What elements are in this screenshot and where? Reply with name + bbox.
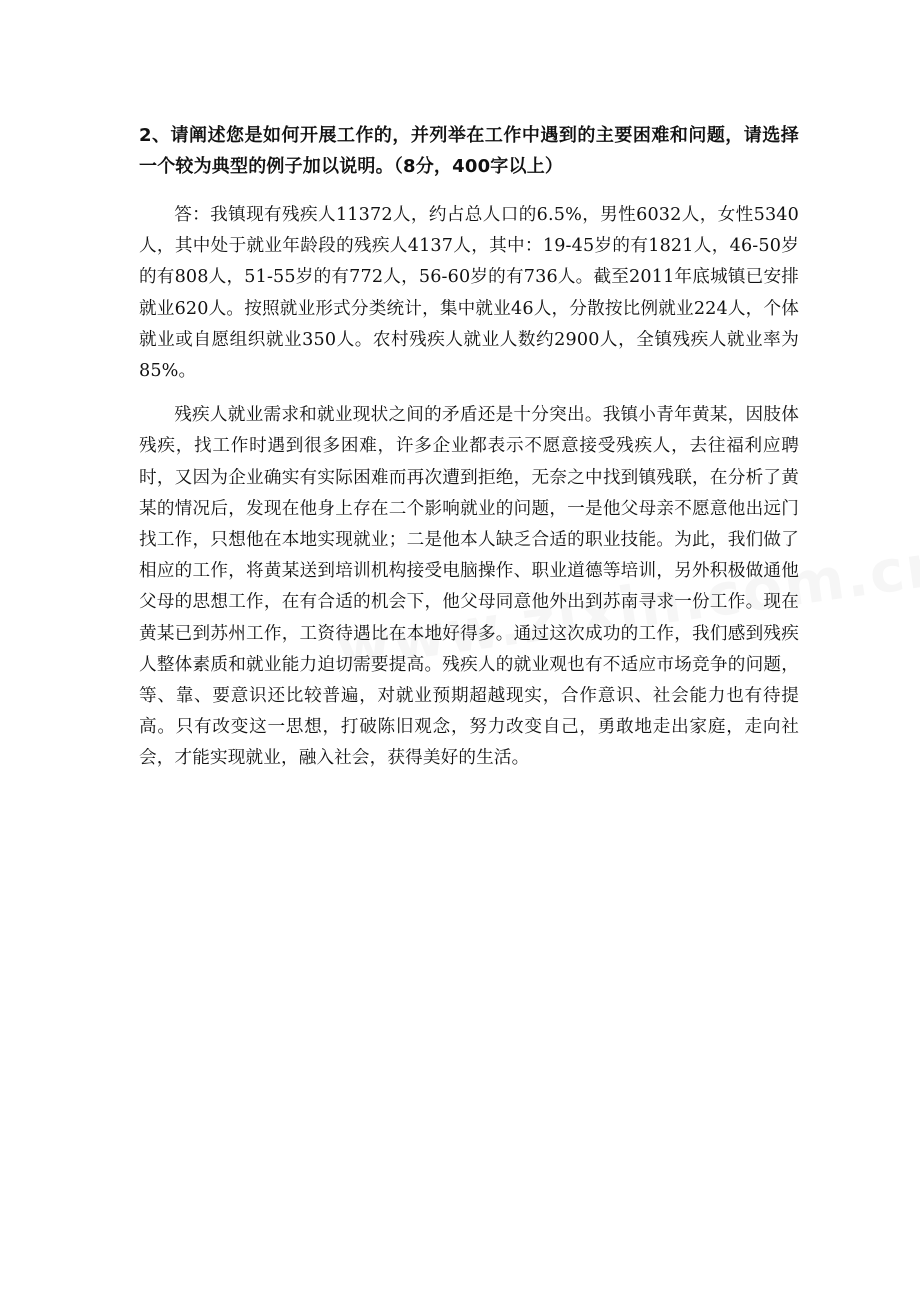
document-body [139, 120, 799, 788]
question-heading: 2、请阐述您是如何开展工作的，并列举在工作中遇到的主要困难和问题，请选择一个较为典型的例子加以说明。（8分，400字以上） [139, 125, 799, 177]
answer-paragraph-2: 残疾人就业需求和就业现状之间的矛盾还是十分突出。我镇小青年黄某，因肢体残疾，找工作时遇到很多困难，许多企业都表示不愿意接受残疾人，去往福利应聘时，又因为企业确实有实际困难而再次遭到拒绝，无奈之中找到镇残联，在分析了黄某的情况后，发现在他身上存在二个影响就业的问题，一是他父母亲不愿意他出远门找工作，只想他在本地实现就业；二是他本人缺乏合适的职业技能。为此，我们做了相应的工作，将黄某送到培训机构接受电脑操作、职业道德等培训，另外积极做通他父母的思想工作，在有合适的机会下，他父母同意他外出到苏南寻求一份工作。现在黄某已到苏州工作，工资待遇比在本地好得多。通过这次成功的工作，我们感到残疾人整体素质和就业能力迫切需要提高。残疾人的就业观也有不适应市场竞争的问题，等、靠、要意识还比较普遍，对就业预期超越现实，合作意识、社会能力也有待提高。只有改变这一思想，打破陈旧观念，努力改变自己，勇敢地走出家庭，走向社会，才能实现就业，融入社会，获得美好的生活。 [139, 405, 799, 769]
answer-paragraph-1: 答：我镇现有残疾人11372人，约占总人口的6.5%，男性6032人，女性5340人，其中处于就业年龄段的残疾人4137人，其中：19-45岁的有1821人，46-50岁的有808人，51-55岁的有772人，56-60岁的有736人。截至2011年底城镇已安排就业620人。按照就业形式分类统计，集中就业46人，分散按比例就业224人，个体就业或自愿组织就业350人。农村残疾人就业人数约2900人，全镇残疾人就业率为85%。 [139, 205, 799, 382]
